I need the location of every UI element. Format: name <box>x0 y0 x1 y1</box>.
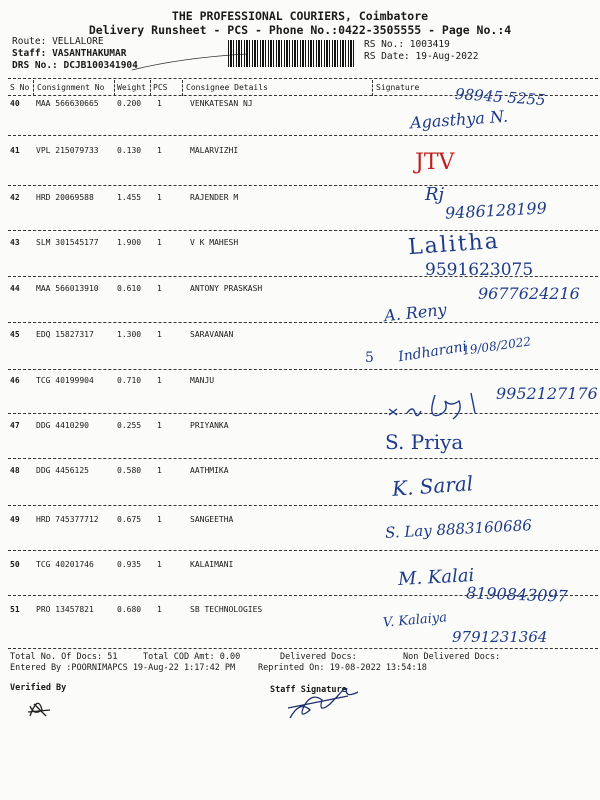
handwritten-signature: Lalitha <box>407 228 501 261</box>
col-divider <box>114 80 115 96</box>
row-consignee: MANJU <box>190 376 215 385</box>
row-pcs: 1 <box>157 560 162 569</box>
total-cod: Total COD Amt: 0.00 <box>143 652 241 662</box>
row-rule <box>8 185 598 186</box>
handwritten-phone: 9486128199 <box>444 198 548 223</box>
drs-row <box>12 60 138 71</box>
handwritten-phone: 8190843097 <box>465 583 569 606</box>
row-consignment: SLM 301545177 <box>36 238 99 247</box>
row-pcs: 1 <box>157 284 162 293</box>
staff-label: Staff: <box>12 48 47 59</box>
row-weight: 0.610 <box>117 284 142 293</box>
rs-date-row <box>364 51 478 62</box>
row-rule <box>8 322 598 323</box>
row-consignee: KALAIMANI <box>190 560 234 569</box>
row-sno: 50 <box>10 560 20 569</box>
col-header-pcs: PCS <box>153 83 168 92</box>
row-sno: 48 <box>10 466 20 475</box>
row-weight: 0.680 <box>117 605 142 614</box>
row-consignment: PRO 13457821 <box>36 605 94 614</box>
row-weight: 0.200 <box>117 99 142 108</box>
staff-signature-scribble <box>280 688 370 724</box>
row-pcs: 1 <box>157 515 162 524</box>
signature-scribble <box>385 385 505 425</box>
row-consignee: SANGEETHA <box>190 515 234 524</box>
col-header-sno: S No <box>10 83 30 92</box>
barcode <box>228 40 356 67</box>
verifier-signature <box>24 696 54 720</box>
handwritten-phone: 98945 5255 <box>454 84 547 110</box>
handwritten-signature: K. Saral <box>391 471 474 501</box>
row-pcs: 1 <box>157 330 162 339</box>
row-consignee: PRIYANKA <box>190 421 229 430</box>
staff-row <box>12 48 126 59</box>
row-weight: 0.130 <box>117 146 142 155</box>
rs-no-label: RS No.: <box>364 39 405 50</box>
col-header-signature: Signature <box>376 83 420 92</box>
row-sno: 47 <box>10 421 20 430</box>
row-pcs: 1 <box>157 146 162 155</box>
row-rule <box>8 550 598 551</box>
handwritten-signature: Agasthya N. <box>409 106 509 133</box>
row-sno: 45 <box>10 330 20 339</box>
handwritten-signature: A. Reny <box>383 299 448 326</box>
non-delivered-docs: Non Delivered Docs: <box>403 652 501 662</box>
rs-no-value: 1003419 <box>409 39 450 50</box>
handwritten-phone: 9591623075 <box>425 260 534 280</box>
drs-value: DCJB100341904 <box>63 60 138 71</box>
row-rule <box>8 413 598 414</box>
col-header-consignee: Consignee Details <box>186 83 268 92</box>
handwritten-mark: 5 <box>365 350 374 366</box>
row-weight: 0.675 <box>117 515 142 524</box>
staff-signature-label: Staff Signature <box>270 685 347 695</box>
route-label: Route: <box>12 36 47 47</box>
handwritten-phone: 9791231364 <box>452 628 548 646</box>
col-divider <box>150 80 151 96</box>
row-pcs: 1 <box>157 193 162 202</box>
row-consignee: RAJENDER M <box>190 193 239 202</box>
row-weight: 0.935 <box>117 560 142 569</box>
table-top-rule <box>8 78 598 79</box>
row-consignee: MALARVIZHI <box>190 146 239 155</box>
handwritten-signature: Indharani <box>397 338 469 366</box>
row-consignment: HRD 745377712 <box>36 515 99 524</box>
rs-date-value: 19-Aug-2022 <box>415 51 479 62</box>
row-consignment: TCG 40201746 <box>36 560 94 569</box>
row-sno: 46 <box>10 376 20 385</box>
row-consignee: ANTONY PRASKASH <box>190 284 263 293</box>
delivered-docs: Delivered Docs: <box>280 652 357 662</box>
row-pcs: 1 <box>157 605 162 614</box>
handwritten-date: 19/08/2022 <box>461 334 532 358</box>
row-consignment: HRD 20069588 <box>36 193 94 202</box>
rs-date-label: RS Date: <box>364 51 410 62</box>
row-consignee: VENKATESAN NJ <box>190 99 253 108</box>
row-sno: 42 <box>10 193 20 202</box>
handwritten-signature: S. Lay 8883160686 <box>384 516 533 542</box>
row-rule <box>8 505 598 506</box>
rs-no-row <box>364 39 450 50</box>
row-pcs: 1 <box>157 376 162 385</box>
handwritten-signature: V. Kalaiya <box>382 610 448 631</box>
row-sno: 49 <box>10 515 20 524</box>
row-weight: 1.300 <box>117 330 142 339</box>
row-consignment: MAA 566630665 <box>36 99 99 108</box>
page-subtitle: Delivery Runsheet - PCS - Phone No.:0422-3505555 - Page No.:4 <box>88 23 512 37</box>
row-consignment: TCG 40199904 <box>36 376 94 385</box>
row-pcs: 1 <box>157 238 162 247</box>
row-sno: 44 <box>10 284 20 293</box>
row-pcs: 1 <box>157 466 162 475</box>
row-rule <box>8 458 598 459</box>
row-consignee: AATHMIKA <box>190 466 229 475</box>
route-value: VELLALORE <box>52 36 104 47</box>
handwritten-signature: Rj <box>425 184 445 205</box>
row-consignee: SARAVANAN <box>190 330 234 339</box>
verified-by-label: Verified By <box>10 683 67 693</box>
row-consignment: EDQ 15827317 <box>36 330 94 339</box>
row-weight: 1.455 <box>117 193 142 202</box>
row-consignment: MAA 566013910 <box>36 284 99 293</box>
row-pcs: 1 <box>157 421 162 430</box>
row-weight: 0.580 <box>117 466 142 475</box>
row-sno: 43 <box>10 238 20 247</box>
row-rule <box>8 230 598 231</box>
col-divider <box>33 80 34 96</box>
row-consignee: SB TECHNOLOGIES <box>190 605 263 614</box>
row-pcs: 1 <box>157 99 162 108</box>
staff-value: VASANTHAKUMAR <box>52 48 127 59</box>
col-header-weight: Weight <box>117 83 146 92</box>
row-weight: 0.255 <box>117 421 142 430</box>
row-sno: 51 <box>10 605 20 614</box>
col-divider <box>372 80 373 96</box>
row-weight: 1.900 <box>117 238 142 247</box>
row-rule <box>8 135 598 136</box>
col-header-consignment: Consignment No <box>37 83 105 92</box>
handwritten-phone: 9952127176 <box>496 384 598 403</box>
handwritten-signature: JTV <box>415 150 455 175</box>
handwritten-signature: S. Priya <box>385 430 464 454</box>
row-consignment: DDG 4410290 <box>36 421 89 430</box>
route-row <box>12 36 104 47</box>
row-rule <box>8 369 598 370</box>
row-sno: 40 <box>10 99 20 108</box>
handwritten-phone: 9677624216 <box>478 284 580 303</box>
drs-label: DRS No.: <box>12 60 58 71</box>
entered-by: Entered By :POORNIMAPCS 19-Aug-22 1:17:42 PM <box>10 663 236 673</box>
col-divider <box>182 80 183 96</box>
row-consignment: DDG 4456125 <box>36 466 89 475</box>
row-weight: 0.710 <box>117 376 142 385</box>
row-sno: 41 <box>10 146 20 155</box>
table-bottom-rule <box>8 648 598 649</box>
total-docs: Total No. Of Docs: 51 <box>10 652 118 662</box>
row-consignment: VPL 215079733 <box>36 146 99 155</box>
handwritten-signature: M. Kalai <box>397 565 475 590</box>
row-consignee: V K MAHESH <box>190 238 239 247</box>
page-title: THE PROFESSIONAL COURIERS, Coimbatore <box>171 9 429 23</box>
reprinted-on: Reprinted On: 19-08-2022 13:54:18 <box>258 663 427 673</box>
